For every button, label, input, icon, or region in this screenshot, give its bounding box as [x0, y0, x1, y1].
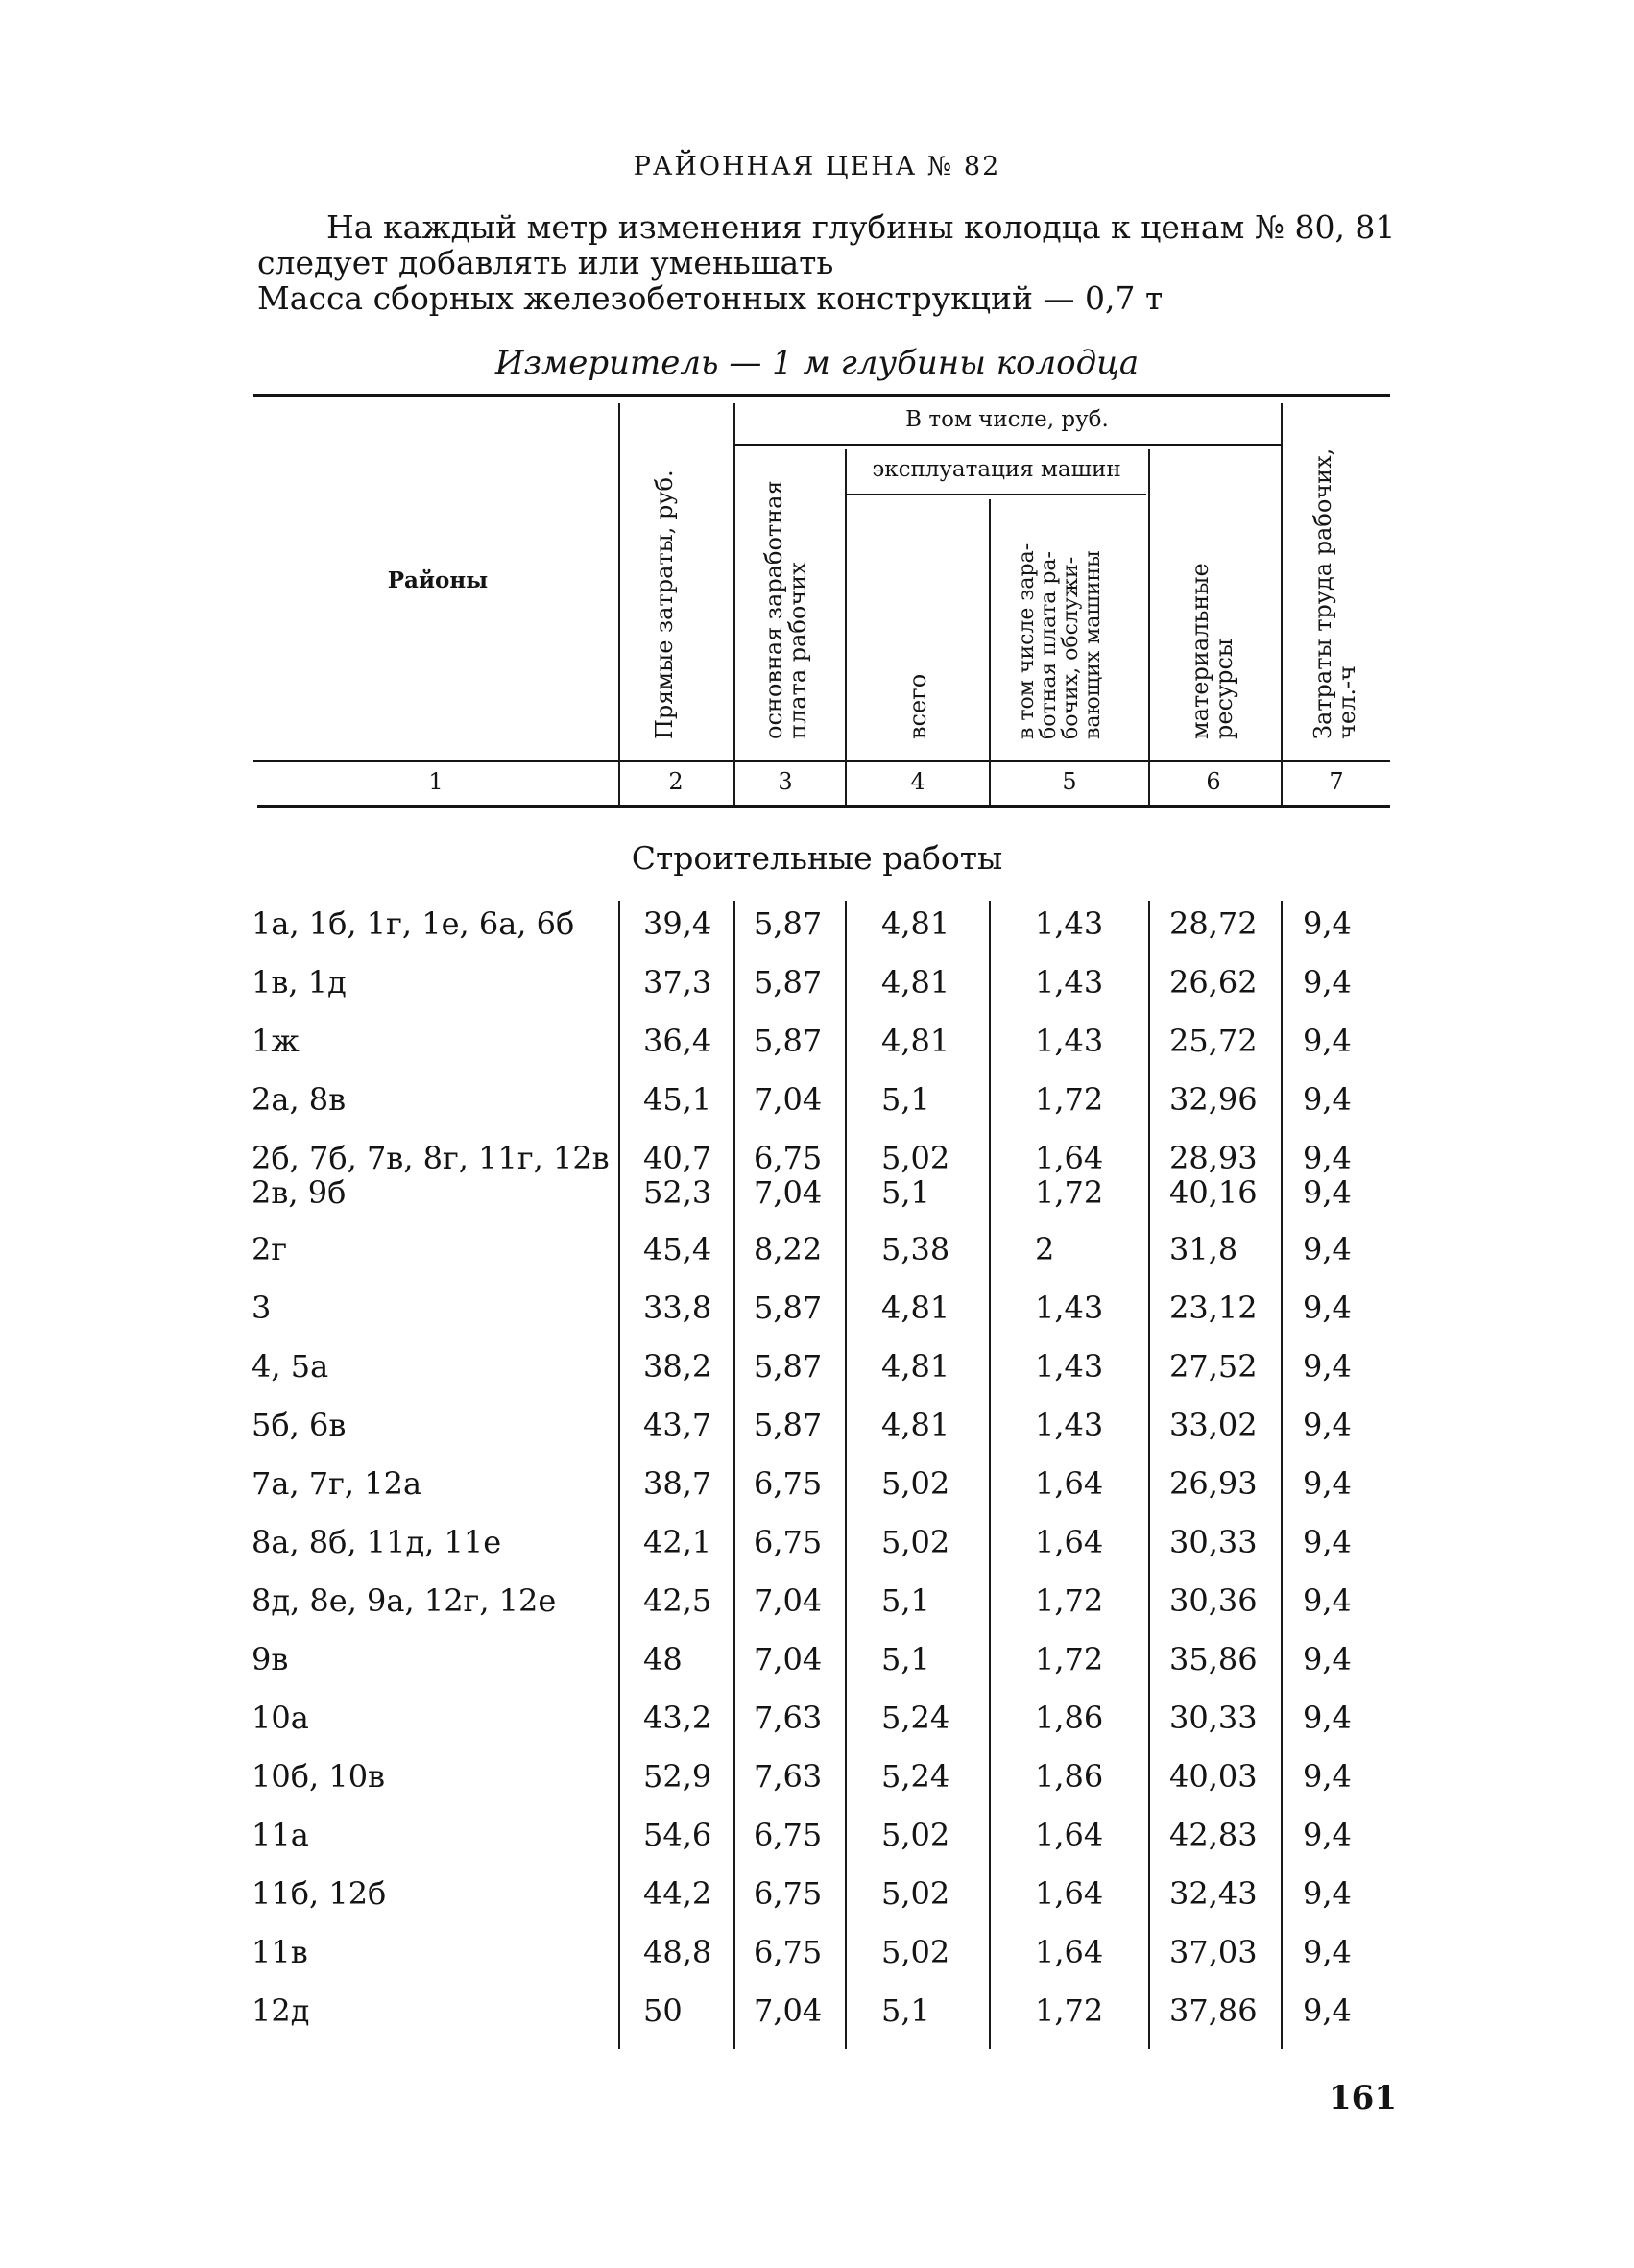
- cell-labor: 9,4: [1303, 1641, 1352, 1677]
- group-incl-rule: [733, 444, 1281, 446]
- intro-line-2: следует добавлять или уменьшать: [257, 244, 834, 281]
- cell-materials: 33,02: [1169, 1407, 1258, 1443]
- cell-labor: 9,4: [1303, 1700, 1352, 1736]
- cell-wages: 5,87: [754, 1407, 823, 1443]
- cell-direct-costs: 37,3: [643, 964, 712, 1001]
- cell-regions: 2г: [252, 1231, 288, 1267]
- cell-wages: 6,75: [754, 1465, 823, 1502]
- column-number: 2: [668, 768, 684, 795]
- cell-direct-costs: 40,7: [643, 1140, 712, 1176]
- cell-wages: 5,87: [754, 964, 823, 1001]
- cell-materials: 37,03: [1169, 1934, 1258, 1970]
- table-row: [0, 1816, 1634, 1854]
- cell-labor: 9,4: [1303, 1407, 1352, 1443]
- header-divider: [733, 403, 735, 805]
- column-header-regions: Районы: [387, 567, 489, 593]
- cell-machines-total: 5,1: [881, 1641, 930, 1677]
- cell-machine-wages: 1,72: [1035, 1641, 1104, 1677]
- cell-wages: 7,04: [754, 1641, 823, 1677]
- cell-direct-costs: 38,2: [643, 1348, 712, 1385]
- group-machines-rule: [845, 494, 1146, 495]
- cell-direct-costs: 52,3: [643, 1174, 712, 1211]
- cell-wages: 6,75: [754, 1817, 823, 1853]
- table-row: [0, 1874, 1634, 1913]
- cell-machine-wages: 1,43: [1035, 964, 1104, 1001]
- cell-machine-wages: 1,43: [1035, 1290, 1104, 1326]
- cell-direct-costs: 48,8: [643, 1934, 712, 1970]
- table-row: [0, 1406, 1634, 1444]
- cell-machines-total: 5,02: [881, 1934, 950, 1970]
- cell-direct-costs: 45,1: [643, 1081, 712, 1118]
- cell-regions: 9в: [252, 1641, 289, 1677]
- cell-regions: 12д: [252, 1992, 310, 2029]
- cell-wages: 7,63: [754, 1758, 823, 1795]
- cell-materials: 23,12: [1169, 1290, 1258, 1326]
- cell-wages: 7,04: [754, 1992, 823, 2029]
- column-number: 3: [778, 768, 793, 795]
- cell-direct-costs: 42,5: [643, 1582, 712, 1619]
- cell-machine-wages: 1,64: [1035, 1817, 1104, 1853]
- column-header-wages: основная заработная плата рабочих: [760, 480, 811, 739]
- table-row: [0, 1080, 1634, 1119]
- cell-machines-total: 4,81: [881, 905, 950, 942]
- cell-direct-costs: 39,4: [643, 905, 712, 942]
- table-row: [0, 1139, 1634, 1177]
- header-divider: [989, 499, 991, 805]
- cell-machines-total: 5,02: [881, 1465, 950, 1502]
- cell-machines-total: 5,24: [881, 1758, 950, 1795]
- table-row: [0, 1173, 1634, 1212]
- cell-materials: 32,96: [1169, 1081, 1258, 1118]
- table-row: [0, 905, 1634, 943]
- cell-regions: 2а, 8в: [252, 1081, 347, 1118]
- cell-machine-wages: 1,43: [1035, 1348, 1104, 1385]
- cell-labor: 9,4: [1303, 1140, 1352, 1176]
- cell-regions: 7а, 7г, 12а: [252, 1465, 422, 1502]
- cell-materials: 30,33: [1169, 1524, 1258, 1560]
- cell-labor: 9,4: [1303, 1582, 1352, 1619]
- cell-direct-costs: 48: [643, 1641, 683, 1677]
- column-header-labor: Затраты труда рабочих, чел.-ч: [1310, 447, 1360, 739]
- cell-labor: 9,4: [1303, 1023, 1352, 1059]
- column-header-direct-costs: Прямые затраты, руб.: [651, 470, 678, 739]
- cell-wages: 6,75: [754, 1934, 823, 1970]
- cell-labor: 9,4: [1303, 1758, 1352, 1795]
- table-row: [0, 1523, 1634, 1561]
- header-divider: [1281, 403, 1283, 805]
- cell-regions: 1ж: [252, 1023, 300, 1059]
- cell-machine-wages: 1,72: [1035, 1582, 1104, 1619]
- table-top-rule: [253, 394, 1390, 397]
- cell-direct-costs: 45,4: [643, 1231, 712, 1267]
- cell-materials: 26,62: [1169, 964, 1258, 1001]
- cell-machines-total: 5,1: [881, 1582, 930, 1619]
- cell-machines-total: 5,02: [881, 1140, 950, 1176]
- cell-materials: 27,52: [1169, 1348, 1258, 1385]
- cell-labor: 9,4: [1303, 1465, 1352, 1502]
- cell-regions: 11б, 12б: [252, 1875, 387, 1912]
- column-header-machines-total: всего: [904, 673, 931, 739]
- cell-regions: 1в, 1д: [252, 964, 347, 1001]
- table-row: [0, 1347, 1634, 1386]
- cell-regions: 5б, 6в: [252, 1407, 347, 1443]
- cell-materials: 42,83: [1169, 1817, 1258, 1853]
- cell-machine-wages: 1,86: [1035, 1700, 1104, 1736]
- cell-regions: 8д, 8е, 9а, 12г, 12е: [252, 1582, 557, 1619]
- table-row: [0, 1991, 1634, 2030]
- cell-wages: 5,87: [754, 1348, 823, 1385]
- table-row: [0, 1289, 1634, 1327]
- cell-machines-total: 5,1: [881, 1992, 930, 2029]
- cell-labor: 9,4: [1303, 1174, 1352, 1211]
- cell-labor: 9,4: [1303, 1992, 1352, 2029]
- table-row: [0, 1230, 1634, 1268]
- cell-materials: 40,16: [1169, 1174, 1258, 1211]
- cell-materials: 37,86: [1169, 1992, 1258, 2029]
- cell-direct-costs: 33,8: [643, 1290, 712, 1326]
- cell-labor: 9,4: [1303, 964, 1352, 1001]
- cell-wages: 7,04: [754, 1174, 823, 1211]
- cell-regions: 2в, 9б: [252, 1174, 347, 1211]
- cell-labor: 9,4: [1303, 905, 1352, 942]
- cell-machine-wages: 1,43: [1035, 1407, 1104, 1443]
- cell-regions: 4, 5а: [252, 1348, 329, 1385]
- intro-text: [257, 209, 1400, 316]
- cell-machine-wages: 1,72: [1035, 1992, 1104, 2029]
- cell-materials: 28,72: [1169, 905, 1258, 942]
- cell-direct-costs: 43,2: [643, 1700, 712, 1736]
- column-number: 1: [428, 768, 444, 795]
- cell-machines-total: 5,02: [881, 1875, 950, 1912]
- cell-wages: 6,75: [754, 1140, 823, 1176]
- cell-regions: 8а, 8б, 11д, 11е: [252, 1524, 502, 1560]
- cell-labor: 9,4: [1303, 1348, 1352, 1385]
- cell-machine-wages: 1,64: [1035, 1465, 1104, 1502]
- cell-machines-total: 5,1: [881, 1081, 930, 1118]
- cell-direct-costs: 36,4: [643, 1023, 712, 1059]
- cell-materials: 40,03: [1169, 1758, 1258, 1795]
- table-row: [0, 963, 1634, 1001]
- cell-direct-costs: 44,2: [643, 1875, 712, 1912]
- intro-line-1: На каждый метр изменения глубины колодца к ценам № 80, 81: [326, 208, 1396, 246]
- cell-materials: 25,72: [1169, 1023, 1258, 1059]
- column-number: 6: [1206, 768, 1221, 795]
- cell-direct-costs: 43,7: [643, 1407, 712, 1443]
- header-divider: [618, 403, 620, 805]
- table-row: [0, 1464, 1634, 1503]
- column-number: 7: [1329, 768, 1344, 795]
- cell-regions: 2б, 7б, 7в, 8г, 11г, 12в: [252, 1140, 610, 1176]
- cell-labor: 9,4: [1303, 1081, 1352, 1118]
- cell-wages: 5,87: [754, 1023, 823, 1059]
- cell-labor: 9,4: [1303, 1875, 1352, 1912]
- header-bottom-rule: [253, 760, 1390, 762]
- table-row: [0, 1022, 1634, 1060]
- cell-machine-wages: 1,43: [1035, 1023, 1104, 1059]
- cell-labor: 9,4: [1303, 1231, 1352, 1267]
- intro-line-3: Масса сборных железобетонных конструкций — 0,7 т: [257, 279, 1164, 317]
- cell-wages: 5,87: [754, 1290, 823, 1326]
- cell-materials: 35,86: [1169, 1641, 1258, 1677]
- cell-machines-total: 5,02: [881, 1817, 950, 1853]
- cell-materials: 30,36: [1169, 1582, 1258, 1619]
- cell-wages: 7,63: [754, 1700, 823, 1736]
- cell-labor: 9,4: [1303, 1524, 1352, 1560]
- cell-regions: 10а: [252, 1700, 309, 1736]
- cell-machines-total: 4,81: [881, 1290, 950, 1326]
- cell-wages: 6,75: [754, 1524, 823, 1560]
- cell-machine-wages: 1,64: [1035, 1875, 1104, 1912]
- cell-machine-wages: 1,86: [1035, 1758, 1104, 1795]
- header-divider: [845, 449, 847, 805]
- cell-labor: 9,4: [1303, 1934, 1352, 1970]
- cell-materials: 32,43: [1169, 1875, 1258, 1912]
- table-row: [0, 1699, 1634, 1737]
- cell-direct-costs: 38,7: [643, 1465, 712, 1502]
- cell-direct-costs: 50: [643, 1992, 683, 2029]
- cell-machines-total: 4,81: [881, 1023, 950, 1059]
- cell-machines-total: 5,38: [881, 1231, 950, 1267]
- cell-labor: 9,4: [1303, 1290, 1352, 1326]
- group-header-included: В том числе, руб.: [905, 407, 1109, 432]
- page-title: РАЙОННАЯ ЦЕНА № 82: [633, 152, 1001, 181]
- cell-regions: 3: [252, 1290, 272, 1326]
- cell-wages: 6,75: [754, 1875, 823, 1912]
- header-divider: [1148, 449, 1150, 805]
- cell-regions: 11а: [252, 1817, 309, 1853]
- cell-materials: 30,33: [1169, 1700, 1258, 1736]
- cell-materials: 31,8: [1169, 1231, 1238, 1267]
- column-number: 4: [910, 768, 925, 795]
- cell-machines-total: 5,1: [881, 1174, 930, 1211]
- cell-machine-wages: 1,72: [1035, 1081, 1104, 1118]
- cell-machines-total: 5,24: [881, 1700, 950, 1736]
- cell-wages: 8,22: [754, 1231, 823, 1267]
- cell-labor: 9,4: [1303, 1817, 1352, 1853]
- cell-regions: 11в: [252, 1934, 308, 1970]
- cell-machine-wages: 1,72: [1035, 1174, 1104, 1211]
- cell-regions: 1а, 1б, 1г, 1е, 6а, 6б: [252, 905, 575, 942]
- cell-wages: 7,04: [754, 1081, 823, 1118]
- cell-direct-costs: 54,6: [643, 1817, 712, 1853]
- page-number: 161: [1329, 2079, 1397, 2117]
- cell-machines-total: 4,81: [881, 964, 950, 1001]
- table-row: [0, 1640, 1634, 1678]
- column-header-materials: материальные ресурсы: [1187, 563, 1238, 739]
- cell-machine-wages: 2: [1035, 1231, 1055, 1267]
- cell-machines-total: 5,02: [881, 1524, 950, 1560]
- cell-machines-total: 4,81: [881, 1348, 950, 1385]
- cell-wages: 7,04: [754, 1582, 823, 1619]
- cell-machine-wages: 1,64: [1035, 1934, 1104, 1970]
- table-row: [0, 1933, 1634, 1971]
- cell-direct-costs: 42,1: [643, 1524, 712, 1560]
- group-header-machines: эксплуатация машин: [872, 457, 1121, 482]
- cell-regions: 10б, 10в: [252, 1758, 386, 1795]
- cell-machine-wages: 1,64: [1035, 1140, 1104, 1176]
- cell-wages: 5,87: [754, 905, 823, 942]
- cell-machine-wages: 1,64: [1035, 1524, 1104, 1560]
- column-number: 5: [1062, 768, 1077, 795]
- section-heading: Строительные работы: [631, 839, 1003, 877]
- column-header-machine-wages: в том числе зара- ботная плата ра- бочих, обслужи- вающих машины: [1015, 543, 1105, 739]
- table-row: [0, 1757, 1634, 1796]
- cell-direct-costs: 52,9: [643, 1758, 712, 1795]
- cell-materials: 26,93: [1169, 1465, 1258, 1502]
- cell-machine-wages: 1,43: [1035, 905, 1104, 942]
- cell-materials: 28,93: [1169, 1140, 1258, 1176]
- measure-unit: Измеритель — 1 м глубины колодца: [494, 344, 1140, 382]
- table-row: [0, 1581, 1634, 1620]
- cell-machines-total: 4,81: [881, 1407, 950, 1443]
- column-numbers-rule: [257, 805, 1390, 808]
